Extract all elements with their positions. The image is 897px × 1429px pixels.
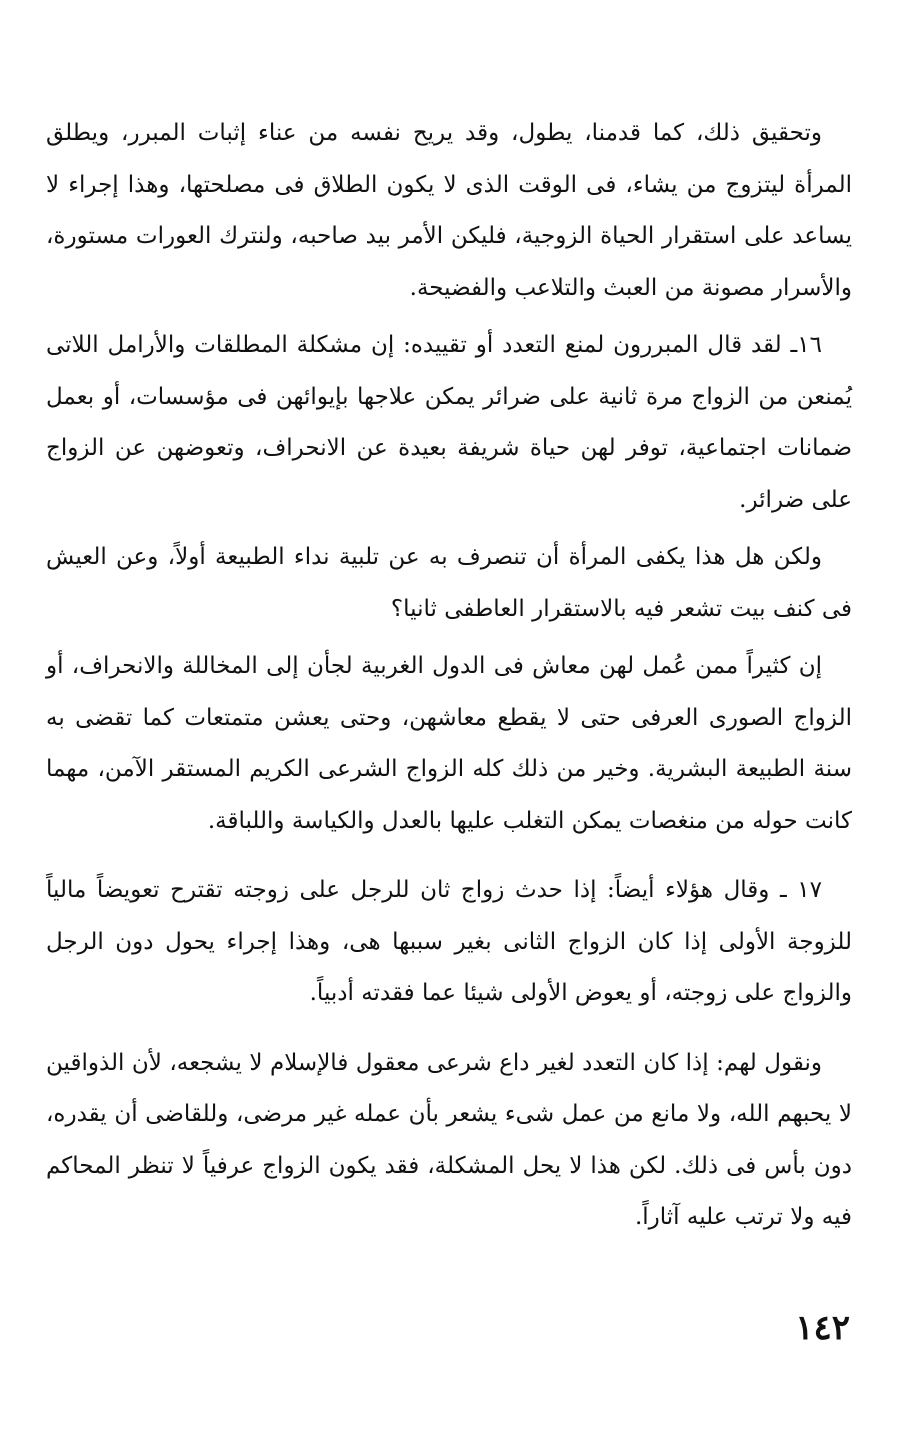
- paragraph-2: ١٦ـ لقد قال المبررون لمنع التعدد أو تقييده: إن مشكلة المطلقات والأرامل اللاتى يُمنعن من الزواج مرة ثانية على ضرائر يمكن علاجها بإيوائهن فى مؤسسات، أو بعمل ضمانات اجتماعية، توفر لهن حياة شريفة بعيدة عن الانحراف، وتعوضهن عن الزواج على ضرائر.: [46, 332, 852, 513]
- paragraph-6: ونقول لهم: إذا كان التعدد لغير داع شرعى معقول فالإسلام لا يشجعه، لأن الذواقين لا يحبهم الله، ولا مانع من عمل شىء يشعر بأن عمله غير مرضى، وللقاضى أن يقدره، دون بأس فى ذلك. لكن هذا لا يحل المشكلة، فقد يكون الزواج عرفياً لا تنظر المحاكم فيه ولا ترتب عليه آثاراً.: [46, 1049, 852, 1230]
- paragraph-3: ولكن هل هذا يكفى المرأة أن تنصرف به عن تلبية نداء الطبيعة أولاً، وعن العيش فى كنف بيت تشعر فيه بالاستقرار العاطفى ثانيا؟: [46, 544, 852, 622]
- page-number: ١٤٢: [795, 1308, 850, 1348]
- paragraph-5: ١٧ ـ وقال هؤلاء أيضاً: إذا حدث زواج ثان للرجل على زوجته تقترح تعويضاً مالياً للزوجة الأولى إذا كان الزواج الثانى بغير سببها هى، وهذا إجراء يحول دون الرجل والزواج على زوجته، أو يعوض الأولى شيئا عما فقدته أدبياً.: [46, 877, 852, 1006]
- page-text-body: [46, 108, 852, 1244]
- paragraph-1: وتحقيق ذلك، كما قدمنا، يطول، وقد يريح نفسه من عناء إثبات المبرر، ويطلق المرأة ليتزوج من يشاء، فى الوقت الذى لا يكون الطلاق فى مصلحتها، وهذا إجراء لا يساعد على استقرار الحياة الزوجية، فليكن الأمر بيد صاحبه، ولنترك العورات مستورة، والأسرار مصونة من العبث والتلاعب والفضيحة.: [46, 120, 852, 301]
- paragraph-4: إن كثيراً ممن عُمل لهن معاش فى الدول الغربية لجأن إلى المخاللة والانحراف، أو الزواج الصورى العرفى حتى لا يقطع معاشهن، وحتى يعشن متمتعات كما تقضى به سنة الطبيعة البشرية. وخير من ذلك كله الزواج الشرعى الكريم المستقر الآمن، مهما كانت حوله من منغصات يمكن التغلب عليها بالعدل والكياسة واللباقة.: [46, 653, 852, 834]
